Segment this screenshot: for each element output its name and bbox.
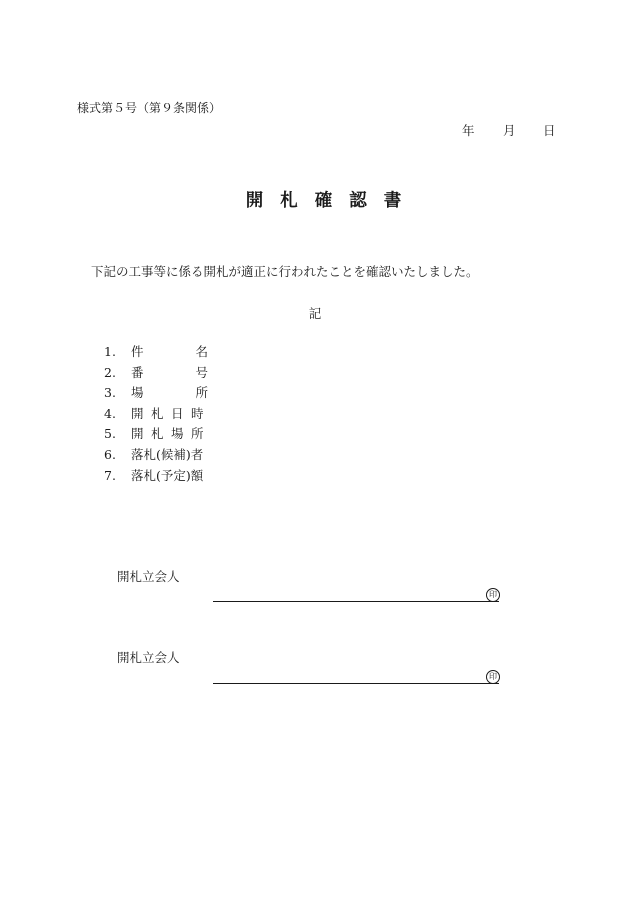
item-label-winning-amount: 落札(予定)額 (131, 467, 204, 483)
item-label-name: 件名 (131, 344, 261, 359)
list-item (104, 342, 260, 363)
date-day-label: 日 (543, 123, 556, 138)
signature-line[interactable] (213, 601, 499, 602)
date-month-label: 月 (503, 123, 516, 138)
form-number: 様式第５号（第９条関係） (77, 101, 222, 115)
list-item (104, 404, 260, 425)
ki-heading: 記 (308, 306, 322, 321)
item-label-winning-bidder: 落札(候補)者 (131, 446, 204, 462)
signature-line[interactable] (213, 683, 499, 684)
seal-mark: 印 (486, 588, 500, 602)
item-number: 7. (104, 467, 116, 483)
item-number: 4. (104, 405, 116, 421)
item-label-number: 番号 (131, 364, 261, 380)
item-number: 5. (104, 426, 116, 442)
item-number: 2. (104, 364, 116, 380)
item-label-place: 場所 (131, 385, 261, 401)
list-item (104, 466, 260, 487)
list-item (104, 383, 260, 404)
item-number: 1. (104, 344, 116, 359)
list-item (104, 424, 260, 445)
item-label-opening-place: 開札場所 (131, 426, 212, 442)
seal-mark: 印 (486, 670, 500, 684)
confirmation-statement: 下記の工事等に係る開札が適正に行われたことを確認いたしました。 (91, 264, 479, 279)
document-title: 開札確認書 (245, 191, 419, 211)
item-list (104, 342, 260, 486)
date-year-label: 年 (462, 123, 475, 138)
list-item (104, 363, 260, 384)
witness-label: 開札立会人 (117, 569, 180, 584)
item-number: 3. (104, 385, 116, 401)
witness-label: 開札立会人 (117, 650, 180, 665)
list-item (104, 445, 260, 466)
item-number: 6. (104, 446, 116, 462)
item-label-opening-datetime: 開札日時 (131, 405, 212, 421)
